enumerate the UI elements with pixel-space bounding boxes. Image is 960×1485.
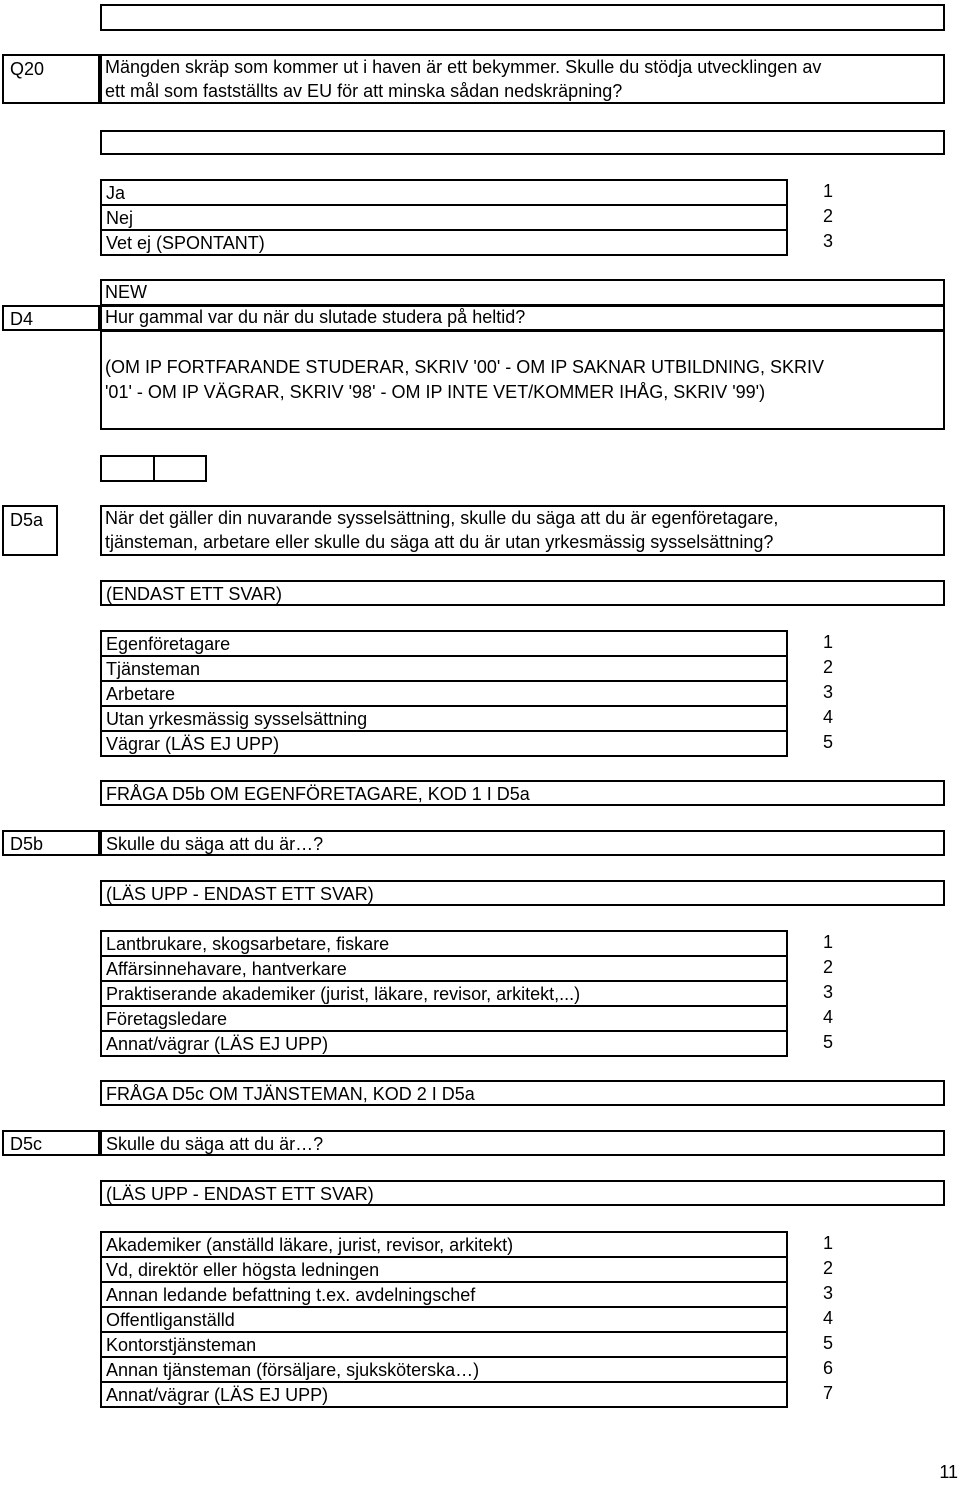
d5a-filter: FRÅGA D5b OM EGENFÖRETAGARE, KOD 1 I D5a [100,780,945,806]
d5a-text-line1: När det gäller din nuvarande sysselsättning, skulle du säga att du är egenföretagare, [105,508,779,528]
option-code: 3 [822,1283,833,1303]
option-code: 3 [822,982,833,1002]
option-code: 1 [822,181,833,201]
option-code: 1 [822,932,833,952]
option-row[interactable]: Annat/vägrar (LÄS EJ UPP) [106,1385,329,1405]
option-row[interactable]: Vägrar (LÄS EJ UPP) [106,734,280,754]
question-id-d5c: D5c [2,1130,100,1156]
option-code: 1 [822,1233,833,1253]
option-code: 2 [822,957,833,977]
option-code: 4 [822,1308,833,1328]
d5a-text-line2: tjänsteman, arbetare eller skulle du säga att du är utan yrkesmässig sysselsättning? [105,532,774,552]
d5b-instruction: (LÄS UPP - ENDAST ETT SVAR) [100,880,945,906]
d5c-question: Skulle du säga att du är…? [100,1130,945,1156]
option-code: 2 [822,206,833,226]
q20-instruction-box [100,130,945,155]
option-row[interactable]: Tjänsteman [102,657,786,682]
d5b-question: Skulle du säga att du är…? [100,830,945,856]
d5c-options [100,1231,788,1408]
d5a-options [100,630,788,757]
option-row[interactable]: Kontorstjänsteman [102,1333,786,1358]
question-id-d4: D4 [2,305,100,331]
d4-new-tag: NEW [105,282,147,302]
option-row[interactable]: Akademiker (anställd läkare, jurist, revisor, arkitekt) [102,1233,786,1258]
d4-instruction-line1: (OM IP FORTFARANDE STUDERAR, SKRIV '00' - OM IP SAKNAR UTBILDNING, SKRIV [105,357,825,377]
option-row[interactable]: Egenföretagare [102,632,786,657]
option-code: 4 [822,707,833,727]
option-row[interactable]: Nej [102,206,786,231]
question-id-d5b: D5b [2,830,100,856]
q20-text-line1: Mängden skräp som kommer ut i haven är ett bekymmer. Skulle du stödja utvecklingen av [105,57,822,77]
q20-options [100,179,788,256]
header-box [100,4,945,31]
d5c-instruction: (LÄS UPP - ENDAST ETT SVAR) [100,1180,945,1206]
option-code: 4 [822,1007,833,1027]
option-row[interactable]: Praktiserande akademiker (jurist, läkare, revisor, arkitekt,...) [102,982,786,1007]
option-row[interactable]: Offentliganställd [102,1308,786,1333]
option-code: 2 [822,1258,833,1278]
option-code: 1 [822,632,833,652]
option-row[interactable]: Vet ej (SPONTANT) [106,233,265,253]
d5a-instruction: (ENDAST ETT SVAR) [100,580,945,606]
option-row[interactable]: Utan yrkesmässig sysselsättning [102,707,786,732]
option-row[interactable]: Annan ledande befattning t.ex. avdelningschef [102,1283,786,1308]
d4-tag-box [100,279,945,306]
option-row[interactable]: Ja [102,181,786,206]
option-row[interactable]: Företagsledare [102,1007,786,1032]
d5b-options [100,930,788,1057]
option-code: 3 [822,682,833,702]
question-id-d5a: D5a [2,505,58,556]
option-code: 3 [822,231,833,251]
option-code: 5 [822,1333,833,1353]
option-row[interactable]: Annan tjänsteman (försäljare, sjuksköterska…) [102,1358,786,1383]
option-row[interactable]: Arbetare [102,682,786,707]
option-row[interactable]: Affärsinnehavare, hantverkare [102,957,786,982]
option-row[interactable]: Lantbrukare, skogsarbetare, fiskare [102,932,786,957]
d4-instruction-line2: '01' - OM IP VÄGRAR, SKRIV '98' - OM IP INTE VET/KOMMER IHÅG, SKRIV '99') [105,382,766,402]
q20-text-line2: ett mål som fastställts av EU för att minska sådan nedskräpning? [105,81,623,101]
question-id-q20: Q20 [2,54,100,104]
option-code: 5 [822,732,833,752]
d4-answer-digit-2[interactable] [153,455,207,482]
option-row[interactable]: Annat/vägrar (LÄS EJ UPP) [106,1034,329,1054]
option-code: 5 [822,1032,833,1052]
page-number: 11 [939,1462,958,1482]
option-code: 2 [822,657,833,677]
option-code: 7 [822,1383,833,1403]
d5b-filter: FRÅGA D5c OM TJÄNSTEMAN, KOD 2 I D5a [100,1080,945,1106]
option-row[interactable]: Vd, direktör eller högsta ledningen [102,1258,786,1283]
d4-answer-digit-1[interactable] [100,455,155,482]
d4-question: Hur gammal var du när du slutade studera på heltid? [105,307,526,327]
option-code: 6 [822,1358,833,1378]
